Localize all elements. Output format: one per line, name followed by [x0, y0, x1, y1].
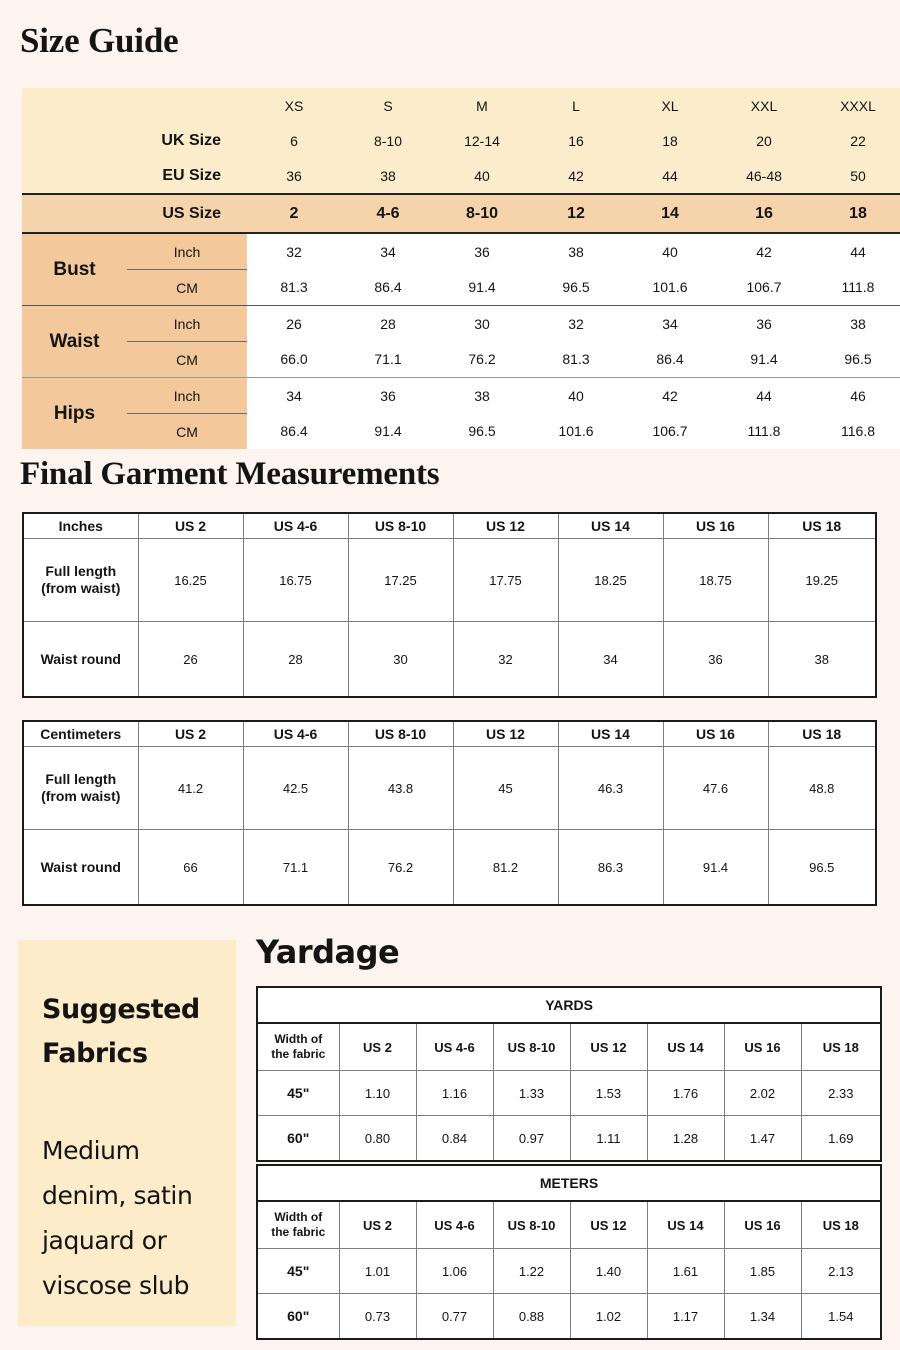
measure-value-cell: 111.8	[811, 270, 900, 306]
meters-header-cell: US 12	[570, 1201, 647, 1249]
measure-value-cell: 91.4	[341, 414, 435, 450]
yards-value-cell: 1.33	[493, 1071, 570, 1116]
measure-value-cell: 91.4	[717, 342, 811, 378]
measure-value-cell: 42	[623, 378, 717, 414]
garment-centimeters-header-cell: US 18	[768, 721, 876, 747]
meters-row	[257, 1294, 881, 1340]
yards-value-cell: 1.53	[570, 1071, 647, 1116]
measure-value-cell: 101.6	[623, 270, 717, 306]
size-value-cell: 8-10	[341, 123, 435, 158]
measure-value-cell: 106.7	[623, 414, 717, 450]
garment-centimeters-header-cell: US 4-6	[243, 721, 348, 747]
garment-centimeters-header-cell: US 8-10	[348, 721, 453, 747]
garment-inches-row-label: Full length (from waist)	[23, 539, 138, 622]
measure-row-waist-inch	[22, 306, 900, 342]
size-value-cell: 18	[811, 194, 900, 233]
measure-value-cell: 66.0	[247, 342, 341, 378]
garment-centimeters-header-cell: US 2	[138, 721, 243, 747]
garment-inches-value-cell: 38	[768, 622, 876, 698]
measure-group-label-hips: Hips	[22, 378, 127, 450]
size-value-cell: 6	[247, 123, 341, 158]
size-header-cell: XL	[623, 88, 717, 123]
measure-value-cell: 36	[435, 233, 529, 270]
meters-header-cell: US 2	[339, 1201, 416, 1249]
yards-value-cell: 0.84	[416, 1116, 493, 1162]
suggested-fabrics-heading-line1: Suggested	[42, 994, 200, 1025]
garment-inches-value-cell: 18.75	[663, 539, 768, 622]
measure-value-cell: 34	[247, 378, 341, 414]
garment-centimeters-value-cell: 45	[453, 747, 558, 830]
meters-value-cell: 1.85	[724, 1249, 801, 1294]
size-header-cell: XXXL	[811, 88, 900, 123]
garment-inches-header-cell: US 12	[453, 513, 558, 539]
size-value-cell: 14	[623, 194, 717, 233]
meters-value-cell: 1.54	[801, 1294, 881, 1340]
garment-centimeters-value-cell: 91.4	[663, 830, 768, 906]
garment-centimeters-row	[23, 830, 876, 906]
measure-value-cell: 76.2	[435, 342, 529, 378]
yardage-title: Yardage	[256, 933, 400, 971]
garment-centimeters-header-cell: Centimeters	[23, 721, 138, 747]
yards-width-value: 60"	[257, 1116, 339, 1162]
garment-centimeters-value-cell: 48.8	[768, 747, 876, 830]
size-value-cell: 16	[717, 194, 811, 233]
yards-value-cell: 1.28	[647, 1116, 724, 1162]
yards-value-cell: 1.11	[570, 1116, 647, 1162]
meters-value-cell: 1.06	[416, 1249, 493, 1294]
measure-value-cell: 44	[811, 233, 900, 270]
suggested-fabrics-heading	[42, 988, 212, 1076]
yards-header-cell: US 4-6	[416, 1023, 493, 1071]
meters-header-cell: US 4-6	[416, 1201, 493, 1249]
size-value-cell: 12	[529, 194, 623, 233]
yards-value-cell: 2.02	[724, 1071, 801, 1116]
size-row-eu-size	[22, 158, 900, 194]
yards-value-cell: 1.69	[801, 1116, 881, 1162]
measure-value-cell: 96.5	[435, 414, 529, 450]
yards-header-cell: US 18	[801, 1023, 881, 1071]
garment-inches-value-cell: 36	[663, 622, 768, 698]
yards-header-cell: US 12	[570, 1023, 647, 1071]
measure-value-cell: 40	[623, 233, 717, 270]
size-value-cell: 16	[529, 123, 623, 158]
yards-header-cell: US 14	[647, 1023, 724, 1071]
size-value-cell: 46-48	[717, 158, 811, 194]
size-value-cell: 38	[341, 158, 435, 194]
yards-width-value: 45"	[257, 1071, 339, 1116]
measure-value-cell: 38	[811, 306, 900, 342]
measure-value-cell: 46	[811, 378, 900, 414]
yards-header-row	[257, 1023, 881, 1071]
size-row-uk-size	[22, 123, 900, 158]
garment-inches-value-cell: 17.75	[453, 539, 558, 622]
garment-centimeters-value-cell: 86.3	[558, 830, 663, 906]
measure-value-cell: 101.6	[529, 414, 623, 450]
garment-centimeters-value-cell: 47.6	[663, 747, 768, 830]
garment-inches-value-cell: 19.25	[768, 539, 876, 622]
garment-centimeters-value-cell: 41.2	[138, 747, 243, 830]
yardage-meters-table	[256, 1164, 882, 1340]
garment-inches-row	[23, 539, 876, 622]
measure-value-cell: 40	[529, 378, 623, 414]
garment-centimeters-value-cell: 96.5	[768, 830, 876, 906]
measure-value-cell: 44	[717, 378, 811, 414]
measure-row-bust-inch	[22, 233, 900, 270]
garment-centimeters-row-label: Waist round	[23, 830, 138, 906]
garment-inches-value-cell: 34	[558, 622, 663, 698]
size-value-cell: 44	[623, 158, 717, 194]
measure-value-cell: 111.8	[717, 414, 811, 450]
garment-inches-header-cell: US 4-6	[243, 513, 348, 539]
yards-value-cell: 1.16	[416, 1071, 493, 1116]
measure-value-cell: 38	[435, 378, 529, 414]
meters-header-cell: US 8-10	[493, 1201, 570, 1249]
measure-row-bust-cm	[22, 270, 900, 306]
yards-value-cell: 1.47	[724, 1116, 801, 1162]
measure-value-cell: 42	[717, 233, 811, 270]
garment-inches-value-cell: 18.25	[558, 539, 663, 622]
measure-value-cell: 32	[247, 233, 341, 270]
yards-width-header: Width of the fabric	[257, 1023, 339, 1071]
size-header-cell: S	[341, 88, 435, 123]
size-row-label: EU Size	[22, 158, 247, 194]
yards-value-cell: 0.97	[493, 1116, 570, 1162]
suggested-fabrics-text: Medium denim, satin jaquard or viscose slub	[42, 1136, 193, 1300]
meters-header-row	[257, 1201, 881, 1249]
garment-inches-row-label: Waist round	[23, 622, 138, 698]
yards-unit-row	[257, 987, 881, 1023]
garment-centimeters-value-cell: 76.2	[348, 830, 453, 906]
size-header-row	[22, 88, 900, 123]
size-value-cell: 20	[717, 123, 811, 158]
measure-row-hips-cm	[22, 414, 900, 450]
final-garment-title: Final Garment Measurements	[20, 456, 440, 492]
yards-row	[257, 1071, 881, 1116]
measure-value-cell: 106.7	[717, 270, 811, 306]
size-header-cell: M	[435, 88, 529, 123]
measure-value-cell: 36	[717, 306, 811, 342]
size-header-cell: L	[529, 88, 623, 123]
meters-value-cell: 1.02	[570, 1294, 647, 1340]
measure-row-hips-inch	[22, 378, 900, 414]
unit-label-inch: Inch	[127, 378, 247, 414]
garment-inches-header-cell: US 16	[663, 513, 768, 539]
garment-inches-header-cell: US 18	[768, 513, 876, 539]
garment-centimeters-header-row	[23, 721, 876, 747]
measure-group-label-waist: Waist	[22, 306, 127, 378]
size-header-cell: XS	[247, 88, 341, 123]
garment-centimeters-value-cell: 42.5	[243, 747, 348, 830]
meters-width-value: 45"	[257, 1249, 339, 1294]
garment-inches-header-cell: US 8-10	[348, 513, 453, 539]
garment-centimeters-table	[22, 720, 877, 906]
measure-value-cell: 30	[435, 306, 529, 342]
yardage-yards-table	[256, 986, 882, 1162]
yards-value-cell: 2.33	[801, 1071, 881, 1116]
size-value-cell: 2	[247, 194, 341, 233]
measure-value-cell: 26	[247, 306, 341, 342]
meters-value-cell: 1.01	[339, 1249, 416, 1294]
yards-header-cell: US 2	[339, 1023, 416, 1071]
meters-width-value: 60"	[257, 1294, 339, 1340]
unit-label-inch: Inch	[127, 306, 247, 342]
spacer-cell	[22, 88, 247, 123]
size-value-cell: 18	[623, 123, 717, 158]
meters-unit-title: METERS	[257, 1165, 881, 1201]
garment-inches-value-cell: 30	[348, 622, 453, 698]
meters-header-cell: US 18	[801, 1201, 881, 1249]
size-value-cell: 12-14	[435, 123, 529, 158]
size-row-label: UK Size	[22, 123, 247, 158]
yards-header-cell: US 8-10	[493, 1023, 570, 1071]
measure-row-waist-cm	[22, 342, 900, 378]
unit-label-cm: CM	[127, 270, 247, 306]
garment-inches-value-cell: 16.25	[138, 539, 243, 622]
meters-value-cell: 0.77	[416, 1294, 493, 1340]
measure-value-cell: 28	[341, 306, 435, 342]
garment-centimeters-header-cell: US 16	[663, 721, 768, 747]
meters-width-header: Width of the fabric	[257, 1201, 339, 1249]
measure-value-cell: 96.5	[529, 270, 623, 306]
measure-value-cell: 86.4	[341, 270, 435, 306]
measure-value-cell: 81.3	[247, 270, 341, 306]
garment-centimeters-header-cell: US 14	[558, 721, 663, 747]
meters-row	[257, 1249, 881, 1294]
garment-inches-header-cell: US 2	[138, 513, 243, 539]
measure-value-cell: 86.4	[247, 414, 341, 450]
garment-inches-header-row	[23, 513, 876, 539]
measure-value-cell: 38	[529, 233, 623, 270]
measure-value-cell: 96.5	[811, 342, 900, 378]
garment-inches-header-cell: US 14	[558, 513, 663, 539]
garment-inches-table	[22, 512, 877, 698]
meters-unit-row	[257, 1165, 881, 1201]
size-value-cell: 40	[435, 158, 529, 194]
garment-centimeters-header-cell: US 12	[453, 721, 558, 747]
yards-unit-title: YARDS	[257, 987, 881, 1023]
meters-value-cell: 2.13	[801, 1249, 881, 1294]
size-value-cell: 4-6	[341, 194, 435, 233]
yards-header-cell: US 16	[724, 1023, 801, 1071]
page-title: Size Guide	[20, 21, 179, 60]
garment-centimeters-value-cell: 66	[138, 830, 243, 906]
garment-inches-value-cell: 16.75	[243, 539, 348, 622]
measure-value-cell: 34	[341, 233, 435, 270]
meters-value-cell: 1.34	[724, 1294, 801, 1340]
garment-centimeters-row	[23, 747, 876, 830]
suggested-fabrics-panel	[18, 940, 236, 1326]
measure-value-cell: 81.3	[529, 342, 623, 378]
garment-inches-row	[23, 622, 876, 698]
measure-group-label-bust: Bust	[22, 233, 127, 306]
size-value-cell: 42	[529, 158, 623, 194]
meters-value-cell: 0.88	[493, 1294, 570, 1340]
garment-inches-value-cell: 32	[453, 622, 558, 698]
size-value-cell: 8-10	[435, 194, 529, 233]
measure-value-cell: 116.8	[811, 414, 900, 450]
measure-value-cell: 32	[529, 306, 623, 342]
meters-value-cell: 1.40	[570, 1249, 647, 1294]
meters-header-cell: US 14	[647, 1201, 724, 1249]
meters-value-cell: 1.61	[647, 1249, 724, 1294]
unit-label-cm: CM	[127, 342, 247, 378]
yards-value-cell: 1.10	[339, 1071, 416, 1116]
measure-value-cell: 86.4	[623, 342, 717, 378]
unit-label-cm: CM	[127, 414, 247, 450]
garment-inches-value-cell: 26	[138, 622, 243, 698]
measure-value-cell: 36	[341, 378, 435, 414]
suggested-fabrics-heading-line2: Fabrics	[42, 1038, 148, 1069]
meters-value-cell: 1.22	[493, 1249, 570, 1294]
garment-centimeters-value-cell: 81.2	[453, 830, 558, 906]
garment-inches-value-cell: 28	[243, 622, 348, 698]
size-header-cell: XXL	[717, 88, 811, 123]
garment-centimeters-row-label: Full length (from waist)	[23, 747, 138, 830]
garment-centimeters-value-cell: 46.3	[558, 747, 663, 830]
meters-value-cell: 1.17	[647, 1294, 724, 1340]
meters-header-cell: US 16	[724, 1201, 801, 1249]
yards-row	[257, 1116, 881, 1162]
garment-centimeters-value-cell: 71.1	[243, 830, 348, 906]
body-size-table	[22, 88, 900, 449]
garment-inches-value-cell: 17.25	[348, 539, 453, 622]
yards-value-cell: 1.76	[647, 1071, 724, 1116]
size-value-cell: 22	[811, 123, 900, 158]
measure-value-cell: 34	[623, 306, 717, 342]
size-value-cell: 36	[247, 158, 341, 194]
measure-value-cell: 71.1	[341, 342, 435, 378]
garment-inches-header-cell: Inches	[23, 513, 138, 539]
unit-label-inch: Inch	[127, 233, 247, 270]
yards-value-cell: 0.80	[339, 1116, 416, 1162]
meters-value-cell: 0.73	[339, 1294, 416, 1340]
size-row-label: US Size	[22, 194, 247, 233]
garment-centimeters-value-cell: 43.8	[348, 747, 453, 830]
size-row-us-size	[22, 194, 900, 233]
size-value-cell: 50	[811, 158, 900, 194]
measure-value-cell: 91.4	[435, 270, 529, 306]
